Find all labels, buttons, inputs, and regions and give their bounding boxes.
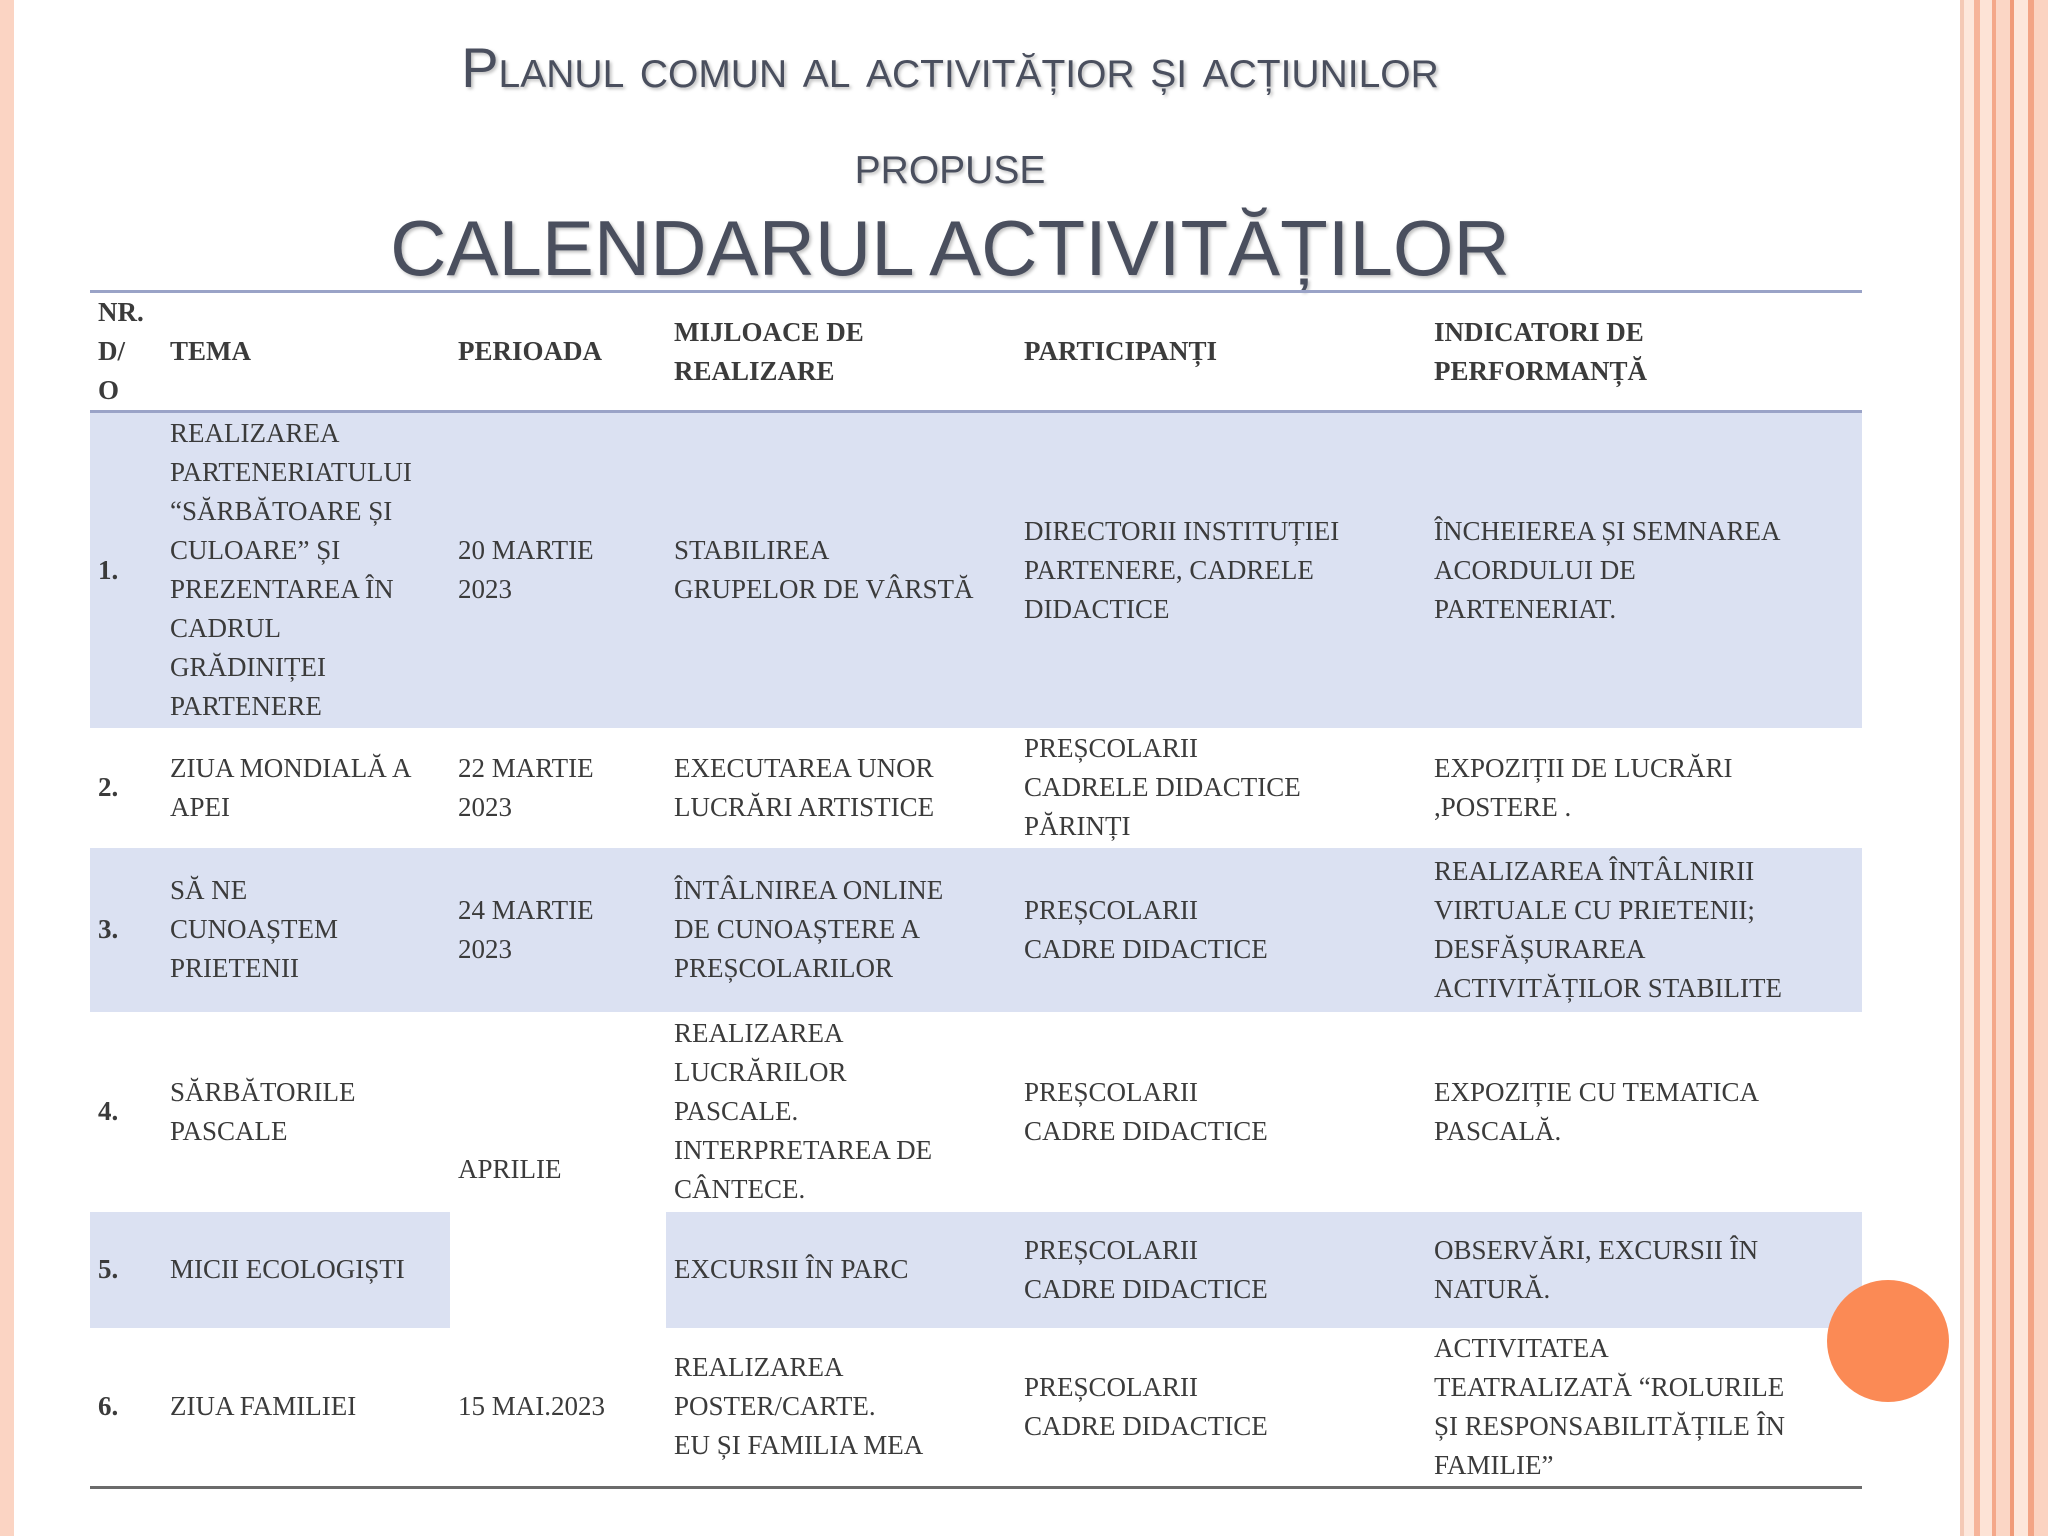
cell-participanti: PREȘCOLARII CADRE DIDACTICE	[1016, 1328, 1426, 1488]
cell-participanti: PREȘCOLARII CADRE DIDACTICE	[1016, 1212, 1426, 1328]
cell-mijloace: REALIZAREA LUCRĂRILOR PASCALE. INTERPRETAREA DE CÂNTECE.	[666, 1012, 1016, 1212]
row-number: 6.	[90, 1328, 162, 1488]
cell-tema: ZIUA FAMILIEI	[162, 1328, 450, 1488]
header-nr: NR. D/ O	[90, 292, 162, 412]
header-mijloace: MIJLOACE DE REALIZARE	[666, 292, 1016, 412]
slide-subtitle: CALENDARUL ACTIVITĂȚILOR	[390, 204, 1510, 292]
row-number: 5.	[90, 1212, 162, 1328]
cell-tema: ZIUA MONDIALĂ A APEI	[162, 728, 450, 848]
cell-participanti: DIRECTORII INSTITUȚIEI PARTENERE, CADRELE DIDACTICE	[1016, 412, 1426, 728]
cell-participanti: PREȘCOLARII CADRE DIDACTICE	[1016, 1012, 1426, 1212]
header-indicatori: INDICATORI DE PERFORMANȚĂ	[1426, 292, 1862, 412]
slide-title-line1: Planul comun al activitățior și acțiunilor	[461, 36, 1439, 99]
header-perioada: PERIOADA	[450, 292, 666, 412]
table-row	[90, 728, 1862, 848]
table-row	[90, 1012, 1862, 1212]
cell-mijloace: STABILIREA GRUPELOR DE VÂRSTĂ	[666, 412, 1016, 728]
row-number: 4.	[90, 1012, 162, 1212]
table-header-row	[90, 292, 1862, 412]
cell-perioada: 15 MAI.2023	[450, 1328, 666, 1488]
cell-mijloace: EXCURSII ÎN PARC	[666, 1212, 1016, 1328]
row-number: 3.	[90, 848, 162, 1012]
cell-indicatori: REALIZAREA ÎNTÂLNIRII VIRTUALE CU PRIETENII; DESFĂȘURAREA ACTIVITĂȚILOR STABILITE	[1426, 848, 1862, 1012]
header-tema: TEMA	[162, 292, 450, 412]
table-row	[90, 1328, 1862, 1488]
cell-indicatori: OBSERVĂRI, EXCURSII ÎN NATURĂ.	[1426, 1212, 1862, 1328]
cell-perioada: APRILIE	[450, 1012, 666, 1328]
row-number: 1.	[90, 412, 162, 728]
header-participanti: PARTICIPANȚI	[1016, 292, 1426, 412]
cell-indicatori: ACTIVITATEA TEATRALIZATĂ “ROLURILE ȘI RESPONSABILITĂȚILE ÎN FAMILIE”	[1426, 1328, 1862, 1488]
cell-perioada: 22 MARTIE 2023	[450, 728, 666, 848]
cell-indicatori: EXPOZIȚIE CU TEMATICA PASCALĂ.	[1426, 1012, 1862, 1212]
cell-indicatori: EXPOZIȚII DE LUCRĂRI ,POSTERE .	[1426, 728, 1862, 848]
cell-perioada: 20 MARTIE 2023	[450, 412, 666, 728]
table-row	[90, 412, 1862, 728]
table-row	[90, 1212, 1862, 1328]
activities-table	[90, 290, 1862, 1489]
orange-circle-decoration	[1827, 1280, 1949, 1402]
cell-perioada: 24 MARTIE 2023	[450, 848, 666, 1012]
cell-tema: SĂ NE CUNOAȘTEM PRIETENII	[162, 848, 450, 1012]
cell-mijloace: EXECUTAREA UNOR LUCRĂRI ARTISTICE	[666, 728, 1016, 848]
cell-indicatori: ÎNCHEIEREA ȘI SEMNAREA ACORDULUI DE PARTENERIAT.	[1426, 412, 1862, 728]
table-row	[90, 848, 1862, 1012]
cell-participanti: PREȘCOLARII CADRELE DIDACTICE PĂRINȚI	[1016, 728, 1426, 848]
row-number: 2.	[90, 728, 162, 848]
cell-participanti: PREȘCOLARII CADRE DIDACTICE	[1016, 848, 1426, 1012]
cell-tema: SĂRBĂTORILE PASCALE	[162, 1012, 450, 1212]
left-border-decoration	[0, 0, 14, 1536]
cell-tema: MICII ECOLOGIȘTI	[162, 1212, 450, 1328]
cell-mijloace: ÎNTÂLNIREA ONLINE DE CUNOAȘTERE A PREȘCOLARILOR	[666, 848, 1016, 1012]
cell-mijloace: REALIZAREA POSTER/CARTE. EU ȘI FAMILIA MEA	[666, 1328, 1016, 1488]
cell-tema: REALIZAREA PARTENERIATULUI “SĂRBĂTOARE ȘI CULOARE” ȘI PREZENTAREA ÎN CADRUL GRĂDINIȚEI PARTENERE	[162, 412, 450, 728]
slide-title-line2: propuse	[854, 132, 1046, 195]
